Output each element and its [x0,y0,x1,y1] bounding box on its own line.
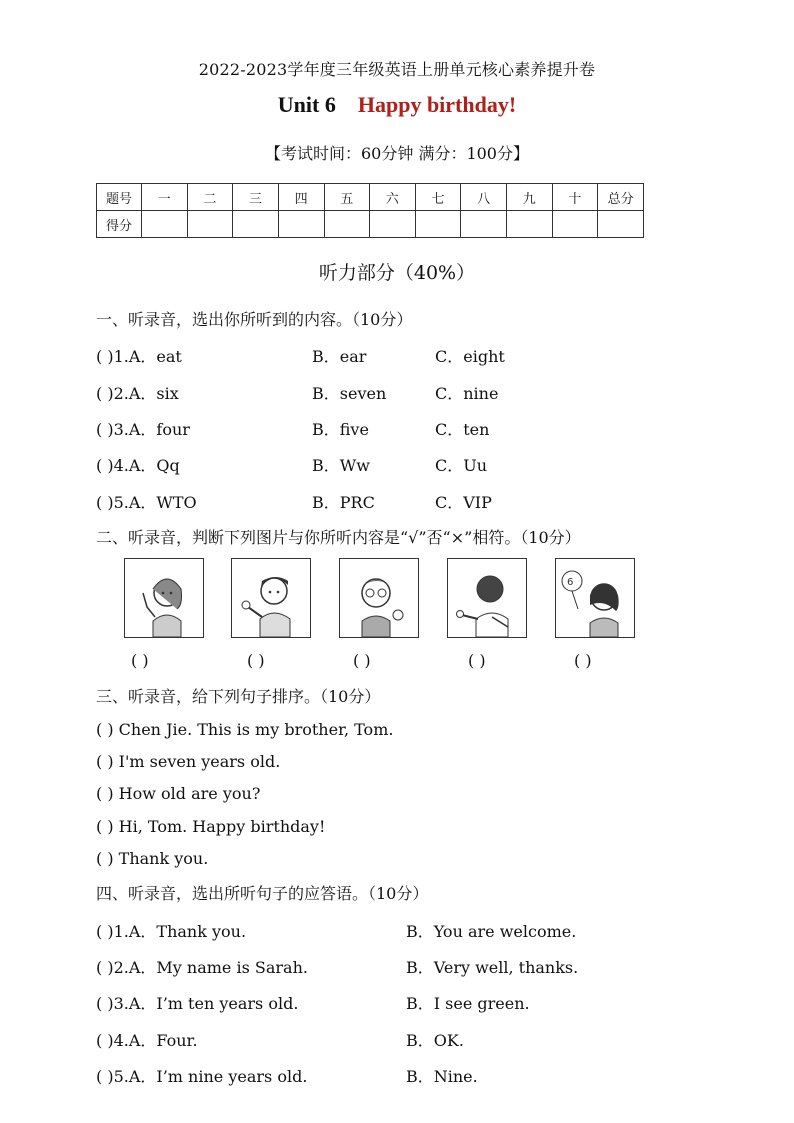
option-b: B．PRC [312,493,375,512]
score-cell: 十 [552,184,598,211]
option-b: B．Nine. [406,1067,478,1086]
svg-text:6: 6 [567,577,574,588]
unit-name: Happy birthday! [357,92,517,117]
score-input-cell[interactable] [461,211,507,238]
answer-paren[interactable]: ( ) [468,651,486,670]
part-title: 听力部分（40%） [318,262,476,284]
exam-info: 【考试时间：60分钟 满分：100分】 [265,144,529,163]
option-c: C．VIP [435,493,492,512]
option-a: ( )2.A．My name is Sarah. [96,958,308,977]
option-a: ( )5.A．WTO [96,493,197,512]
girl-balloon-icon [555,558,635,638]
option-c: C．ten [435,420,490,439]
option-c: C．eight [435,347,505,366]
option-b: B．You are welcome. [406,922,577,941]
score-cell: 一 [142,184,188,211]
option-a: ( )2.A．six [96,384,179,403]
option-b: B．OK. [406,1031,464,1050]
score-input-cell[interactable] [142,211,188,238]
option-a: ( )3.A．four [96,420,190,439]
option-a: ( )3.A．I’m ten years old. [96,994,299,1013]
option-b: B．Very well, thanks. [406,958,579,977]
unit-title [0,92,794,118]
exam-subtitle: 2022-2023学年度三年级英语上册单元核心素养提升卷 [198,60,596,79]
option-c: C．Uu [435,456,488,475]
sentence-item: ( ) How old are you? [96,784,261,803]
score-row-label: 得分 [97,211,142,238]
score-cell: 四 [278,184,324,211]
score-cell: 二 [187,184,233,211]
score-table-header-row [97,184,644,211]
girl-waving-icon [124,558,204,638]
score-input-cell[interactable] [598,211,644,238]
option-b: B．I see green. [406,994,530,1013]
score-input-cell[interactable] [187,211,233,238]
score-table-score-row [97,211,644,238]
section4-title: 四、听录音，选出所听句子的应答语。（10分） [96,884,429,903]
answer-paren[interactable]: ( ) [131,651,149,670]
score-input-cell[interactable] [278,211,324,238]
option-b: B．ear [312,347,367,366]
answer-paren[interactable]: ( ) [574,651,592,670]
score-input-cell[interactable] [370,211,416,238]
answer-paren[interactable]: ( ) [247,651,265,670]
sentence-item: ( ) Hi, Tom. Happy birthday! [96,817,326,836]
score-cell: 三 [233,184,279,211]
option-b: B．five [312,420,369,439]
option-a: ( )4.A．Four. [96,1031,198,1050]
option-b: B．seven [312,384,387,403]
score-cell: 题号 [97,184,142,211]
option-c: C．nine [435,384,499,403]
sentence-item: ( ) Chen Jie. This is my brother, Tom. [96,720,394,739]
score-cell: 总分 [598,184,644,211]
option-a: ( )5.A．I’m nine years old. [96,1067,308,1086]
score-input-cell[interactable] [324,211,370,238]
score-input-cell[interactable] [415,211,461,238]
answer-paren[interactable]: ( ) [353,651,371,670]
sentence-item: ( ) I'm seven years old. [96,752,281,771]
score-input-cell[interactable] [507,211,553,238]
score-cell: 七 [415,184,461,211]
option-a: ( )1.A．eat [96,347,182,366]
score-cell: 五 [324,184,370,211]
unit-number: Unit 6 [277,92,336,117]
score-cell: 九 [507,184,553,211]
option-a: ( )4.A．Qq [96,456,180,475]
score-table [96,183,644,238]
sentence-item: ( ) Thank you. [96,849,209,868]
score-input-cell[interactable] [233,211,279,238]
boy-thumb-icon [447,558,527,638]
section1-title: 一、听录音，选出你所听到的内容。（10分） [96,310,413,329]
score-input-cell[interactable] [552,211,598,238]
boy-pointing-icon [231,558,311,638]
score-cell: 六 [370,184,416,211]
option-a: ( )1.A．Thank you. [96,922,247,941]
option-b: B．Ww [312,456,370,475]
section3-title: 三、听录音，给下列句子排序。（10分） [96,687,381,706]
section2-title: 二、听录音，判断下列图片与你所听内容是“√”否“×”相符。（10分） [96,528,581,547]
boy-glasses-icon [339,558,419,638]
score-cell: 八 [461,184,507,211]
